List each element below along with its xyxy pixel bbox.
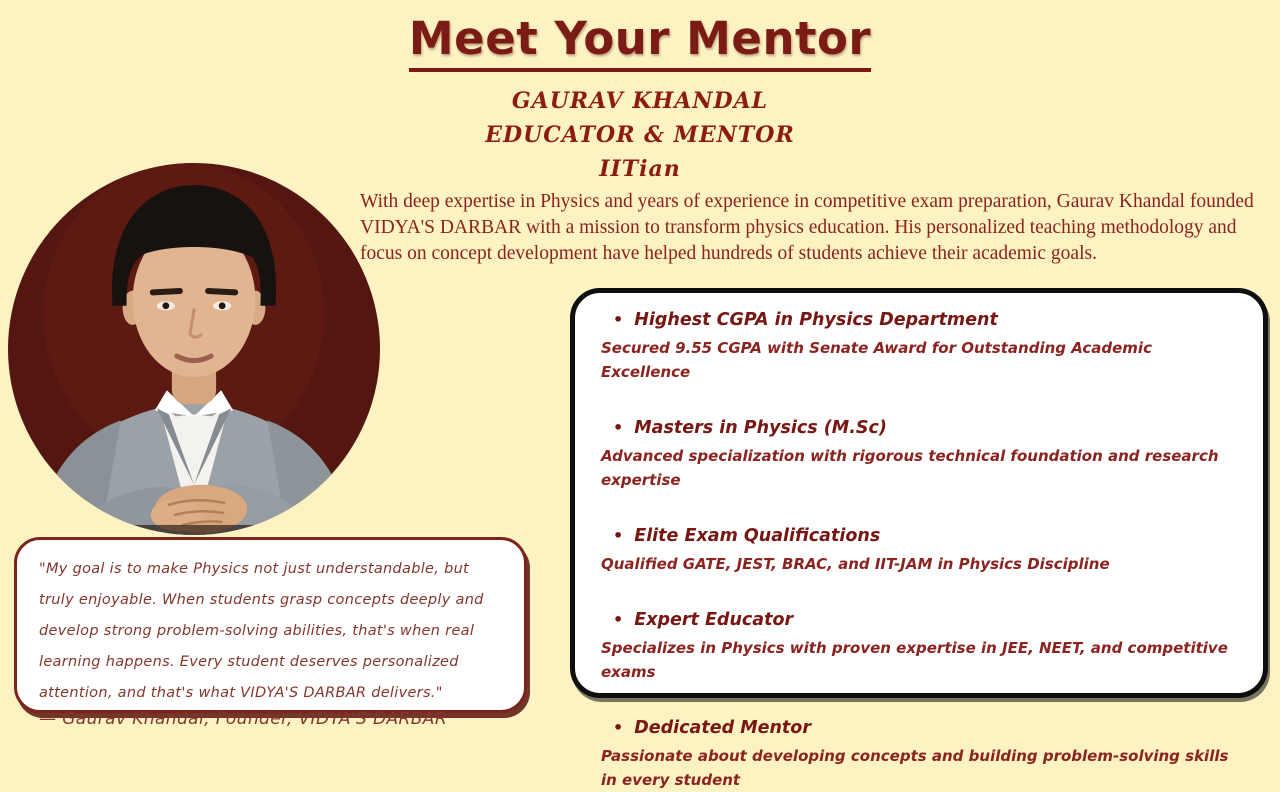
achievement-detail: Qualified GATE, JEST, BRAC, and IIT-JAM in Physics Discipline (601, 555, 1110, 573)
achievement-title: Dedicated Mentor (634, 718, 811, 738)
achievement-item (601, 523, 1237, 576)
quote-text: "My goal is to make Physics not just understandable, but truly enjoyable. When students grasp concepts deeply and develop strong problem-solving abilities, that's when real learning happens. Every student deserves personalized attention, and that's what VIDYA'S DARBAR delivers." (39, 561, 484, 701)
page-title: Meet Your Mentor (409, 12, 871, 72)
mentor-photo (8, 163, 380, 535)
achievement-title: Elite Exam Qualifications (634, 526, 881, 546)
bullet-icon: • (613, 526, 624, 545)
achievement-item (601, 415, 1237, 492)
achievement-detail: Advanced specialization with rigorous technical foundation and research expertise (601, 447, 1219, 489)
quote-card (14, 537, 527, 729)
achievements-card (570, 288, 1268, 789)
mentor-name: GAURAV KHANDAL (511, 88, 769, 114)
achievement-detail: Secured 9.55 CGPA with Senate Award for Outstanding Academic Excellence (601, 339, 1152, 381)
mentor-tagline: IITian (599, 156, 681, 182)
bullet-icon: • (613, 418, 624, 437)
mentor-portrait-illustration (8, 163, 380, 535)
achievement-detail: Specializes in Physics with proven expertise in JEE, NEET, and competitive exams (601, 639, 1228, 681)
achievement-item (601, 607, 1237, 684)
achievement-item (601, 715, 1237, 792)
bullet-icon: • (613, 610, 624, 629)
mentor-intro-paragraph: With deep expertise in Physics and years of experience in competitive exam preparation, Gaurav Khandal founded VIDYA'S DARBAR with a mission to transform physics education. His personalized teaching methodology and focus on concept development have helped hundreds of students achieve their academic goals. (360, 191, 1254, 264)
achievement-title: Expert Educator (634, 610, 794, 630)
mentor-role: EDUCATOR & MENTOR (485, 122, 795, 148)
achievement-title: Highest CGPA in Physics Department (634, 310, 998, 330)
bullet-icon: • (613, 718, 624, 737)
bullet-icon: • (613, 310, 624, 329)
achievement-detail: Passionate about developing concepts and building problem-solving skills in every student (601, 747, 1229, 789)
achievement-title: Masters in Physics (M.Sc) (634, 418, 887, 438)
quote-attribution: — Gaurav Khandal, Founder, VIDYA'S DARBAR (39, 709, 448, 729)
header (0, 0, 1280, 186)
achievement-item (601, 307, 1237, 384)
